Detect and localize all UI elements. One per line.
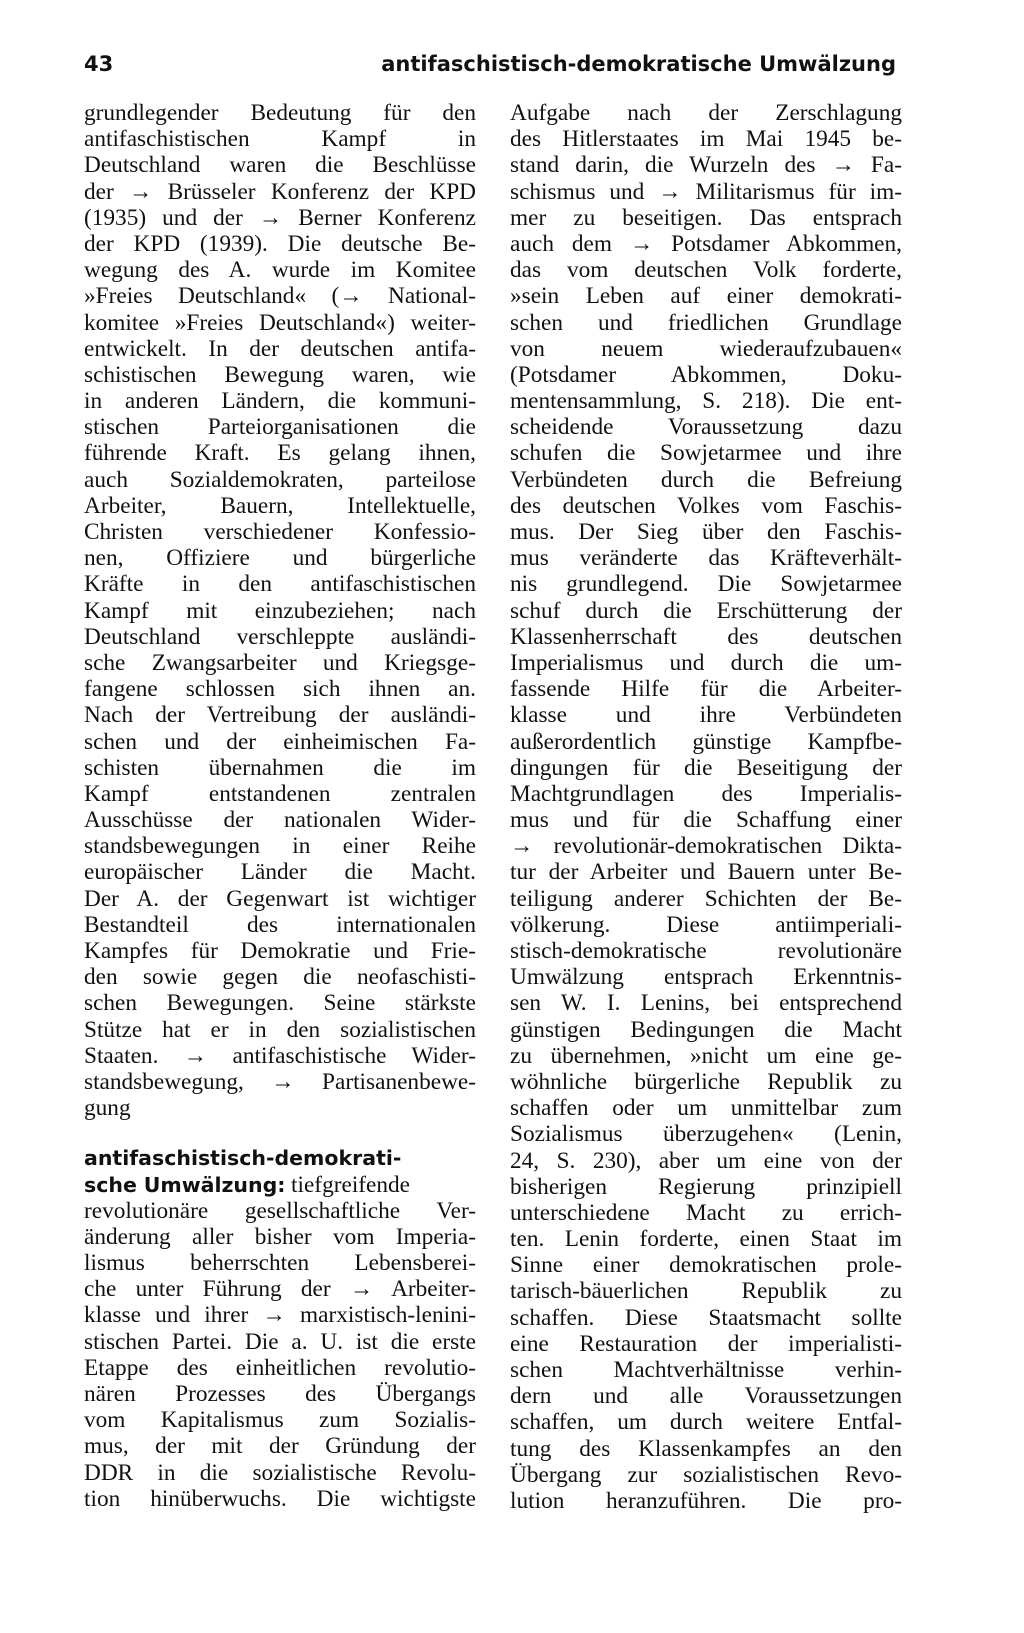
- page-header: [84, 44, 896, 84]
- text-line: komitee »Freies Deutschland«) weiter-: [84, 309, 476, 336]
- right-column: [510, 100, 902, 1514]
- text-line: den sowie gegen die neofaschisti-: [84, 964, 476, 991]
- text-line: DDR in die sozialistische Revolu-: [84, 1459, 476, 1486]
- text-line: ten. Lenin forderte, einen Staat im: [510, 1226, 902, 1253]
- text-line: Kräfte in den antifaschistischen: [84, 571, 476, 598]
- text-line: grundlegender Bedeutung für den: [84, 100, 476, 126]
- text-line: Der A. der Gegenwart ist wichtiger: [84, 885, 476, 912]
- text-line: tion hinüberwuchs. Die wichtigste: [84, 1485, 476, 1512]
- text-line: führende Kraft. Es gelang ihnen,: [84, 440, 476, 467]
- text-line: schen und friedlichen Grundlage: [510, 309, 902, 336]
- text-line: vom Kapitalismus zum Sozialis-: [84, 1407, 476, 1434]
- entry-paragraph-umwaelzung-continued: [510, 100, 902, 1514]
- entry-headword-line: [84, 1172, 476, 1198]
- text-line: dingungen für die Beseitigung der: [510, 754, 902, 781]
- text-line: nis grundlegend. Die Sowjetarmee: [510, 571, 902, 598]
- text-line: Machtgrundlagen des Imperialis-: [510, 780, 902, 807]
- entry-definition-start: tiefgreifende: [285, 1171, 411, 1198]
- text-line: das vom deutschen Volk forderte,: [510, 257, 902, 284]
- text-line: der KPD (1939). Die deutsche Be-: [84, 230, 476, 257]
- text-line: unterschiedene Macht zu errich-: [510, 1199, 902, 1226]
- text-line: Kampf entstandenen zentralen: [84, 780, 476, 807]
- text-line: schaffen. Diese Staatsmacht sollte: [510, 1304, 902, 1331]
- text-line: standsbewegung, → Partisanenbewe-: [84, 1068, 476, 1095]
- text-line: eine Restauration der imperialisti-: [510, 1330, 902, 1357]
- text-line: klasse und ihrer → marxistisch-lenini-: [84, 1302, 476, 1329]
- text-line: Klassenherrschaft des deutschen: [510, 623, 902, 650]
- text-line: Arbeiter, Bauern, Intellektuelle,: [84, 492, 476, 519]
- text-line: außerordentlich günstige Kampfbe-: [510, 728, 902, 755]
- text-line: in anderen Ländern, die kommuni-: [84, 388, 476, 415]
- text-line: von neuem wiederaufzubauen«: [510, 335, 902, 362]
- text-line: mus, der mit der Gründung der: [84, 1433, 476, 1460]
- text-line: Staaten. → antifaschistische Wider-: [84, 1042, 476, 1069]
- text-line: tarisch-bäuerlichen Republik zu: [510, 1278, 902, 1305]
- text-line: schen und der einheimischen Fa-: [84, 728, 476, 755]
- text-line: dern und alle Voraussetzungen: [510, 1383, 902, 1410]
- text-line: → revolutionär-demokratischen Dikta-: [510, 833, 902, 860]
- text-line: schen Machtverhältnisse verhin-: [510, 1357, 902, 1383]
- text-line: änderung aller bisher vom Imperia-: [84, 1223, 476, 1250]
- text-line: des deutschen Volkes vom Faschis-: [510, 492, 902, 519]
- text-line: (1935) und der → Berner Konferenz: [84, 204, 476, 231]
- text-line: Sinne einer demokratischen prole-: [510, 1252, 902, 1279]
- text-line: nären Prozesses des Übergangs: [84, 1381, 476, 1407]
- text-line: scheidende Voraussetzung dazu: [510, 414, 902, 441]
- entry-headword: antifaschistisch-demokrati-: [84, 1146, 402, 1171]
- entry-headword-line: [84, 1145, 476, 1171]
- running-head: antifaschistisch-demokratische Umwälzung: [381, 52, 896, 76]
- text-line: stisch-demokratische revolutionäre: [510, 938, 902, 964]
- text-line: Umwälzung entsprach Erkenntnis-: [510, 964, 902, 991]
- entry-paragraph-umwaelzung: [84, 1198, 476, 1512]
- text-line: schufen die Sowjetarmee und ihre: [510, 440, 902, 467]
- text-line: antifaschistischen Kampf in: [84, 126, 476, 153]
- text-line: europäischer Länder die Macht.: [84, 859, 476, 886]
- text-line: bisherigen Regierung prinzipiell: [510, 1173, 902, 1200]
- text-line: schistischen Bewegung waren, wie: [84, 361, 476, 388]
- text-line: stand darin, die Wurzeln des → Fa-: [510, 152, 902, 179]
- text-line: mer zu beseitigen. Das entsprach: [510, 204, 902, 231]
- text-line: Sozialismus überzugehen« (Lenin,: [510, 1121, 902, 1148]
- text-line: Ausschüsse der nationalen Wider-: [84, 807, 476, 834]
- text-line: che unter Führung der → Arbeiter-: [84, 1276, 476, 1303]
- text-line: Kampfes für Demokratie und Frie-: [84, 938, 476, 964]
- text-line: lution heranzuführen. Die pro-: [510, 1487, 902, 1514]
- page-number: 43: [84, 52, 114, 76]
- text-line: gung: [84, 1095, 131, 1122]
- text-line: mus. Der Sieg über den Faschis-: [510, 519, 902, 545]
- text-line: mus und für die Schaffung einer: [510, 807, 902, 834]
- text-line: »sein Leben auf einer demokrati-: [510, 283, 902, 310]
- text-line: stischen Parteiorganisationen die: [84, 414, 476, 441]
- text-line: teiligung anderer Schichten der Be-: [510, 885, 902, 912]
- text-line: völkerung. Diese antiimperiali-: [510, 911, 902, 938]
- text-line: tur der Arbeiter und Bauern unter Be-: [510, 859, 902, 886]
- text-line: Aufgabe nach der Zerschlagung: [510, 100, 902, 126]
- text-line: nen, Offiziere und bürgerliche: [84, 545, 476, 572]
- text-line: tung des Klassenkampfes an den: [510, 1435, 902, 1462]
- text-line: schen Bewegungen. Seine stärkste: [84, 990, 476, 1017]
- text-line: schaffen, um durch weitere Entfal-: [510, 1409, 902, 1436]
- text-line: des Hitlerstaates im Mai 1945 be-: [510, 126, 902, 153]
- text-line: Imperialismus und durch die um-: [510, 649, 902, 676]
- text-line: 24, S. 230), aber um eine von der: [510, 1147, 902, 1174]
- text-line: (Potsdamer Abkommen, Doku-: [510, 361, 902, 388]
- left-column: [84, 100, 476, 1512]
- text-line: Deutschland waren die Beschlüsse: [84, 152, 476, 179]
- text-line: wöhnliche bürgerliche Republik zu: [510, 1068, 902, 1095]
- text-line: standsbewegungen in einer Reihe: [84, 833, 476, 860]
- text-line: Etappe des einheitlichen revolutio-: [84, 1354, 476, 1381]
- text-line: mus veränderte das Kräfteverhält-: [510, 545, 902, 572]
- text-line: zu übernehmen, »nicht um eine ge-: [510, 1042, 902, 1069]
- text-line: Deutschland verschleppte ausländi-: [84, 623, 476, 650]
- text-line: auch dem → Potsdamer Abkommen,: [510, 230, 902, 257]
- text-line: Übergang zur sozialistischen Revo-: [510, 1461, 902, 1488]
- entry-gap: [84, 1121, 476, 1145]
- text-line: revolutionäre gesellschaftliche Ver-: [84, 1197, 476, 1224]
- text-line: Verbündeten durch die Befreiung: [510, 466, 902, 493]
- text-line: Nach der Vertreibung der ausländi-: [84, 702, 476, 729]
- text-line: wegung des A. wurde im Komitee: [84, 257, 476, 284]
- text-line: schismus und → Militarismus für im-: [510, 178, 902, 205]
- text-line: »Freies Deutschland« (→ National-: [84, 283, 476, 310]
- text-line: mentensammlung, S. 218). Die ent-: [510, 388, 902, 415]
- entry-paragraph-antifaschismus-continued: [84, 100, 476, 1121]
- text-line: Bestandteil des internationalen: [84, 911, 476, 938]
- text-line: lismus beherrschten Lebensberei-: [84, 1250, 476, 1277]
- text-line: entwickelt. In der deutschen antifa-: [84, 335, 476, 362]
- text-line: sen W. I. Lenins, bei entsprechend: [510, 990, 902, 1017]
- text-line: Stütze hat er in den sozialistischen: [84, 1016, 476, 1043]
- text-line: stischen Partei. Die a. U. ist die erste: [84, 1328, 476, 1355]
- text-line: klasse und ihre Verbündeten: [510, 702, 902, 729]
- text-line: schisten übernahmen die im: [84, 754, 476, 781]
- text-line: der → Brüsseler Konferenz der KPD: [84, 178, 476, 205]
- text-line: sche Zwangsarbeiter und Kriegsge-: [84, 649, 476, 676]
- text-line: schuf durch die Erschütterung der: [510, 597, 902, 624]
- text-line: schaffen oder um unmittelbar zum: [510, 1095, 902, 1122]
- text-line: Kampf mit einzubeziehen; nach: [84, 597, 476, 624]
- text-line: auch Sozialdemokraten, parteilose: [84, 466, 476, 493]
- text-line: fassende Hilfe für die Arbeiter-: [510, 676, 902, 703]
- entry-headword: sche Umwälzung:: [84, 1172, 286, 1197]
- text-line: günstigen Bedingungen die Macht: [510, 1016, 902, 1043]
- text-line: fangene schlossen sich ihnen an.: [84, 676, 476, 703]
- text-line: Christen verschiedener Konfessio-: [84, 519, 476, 545]
